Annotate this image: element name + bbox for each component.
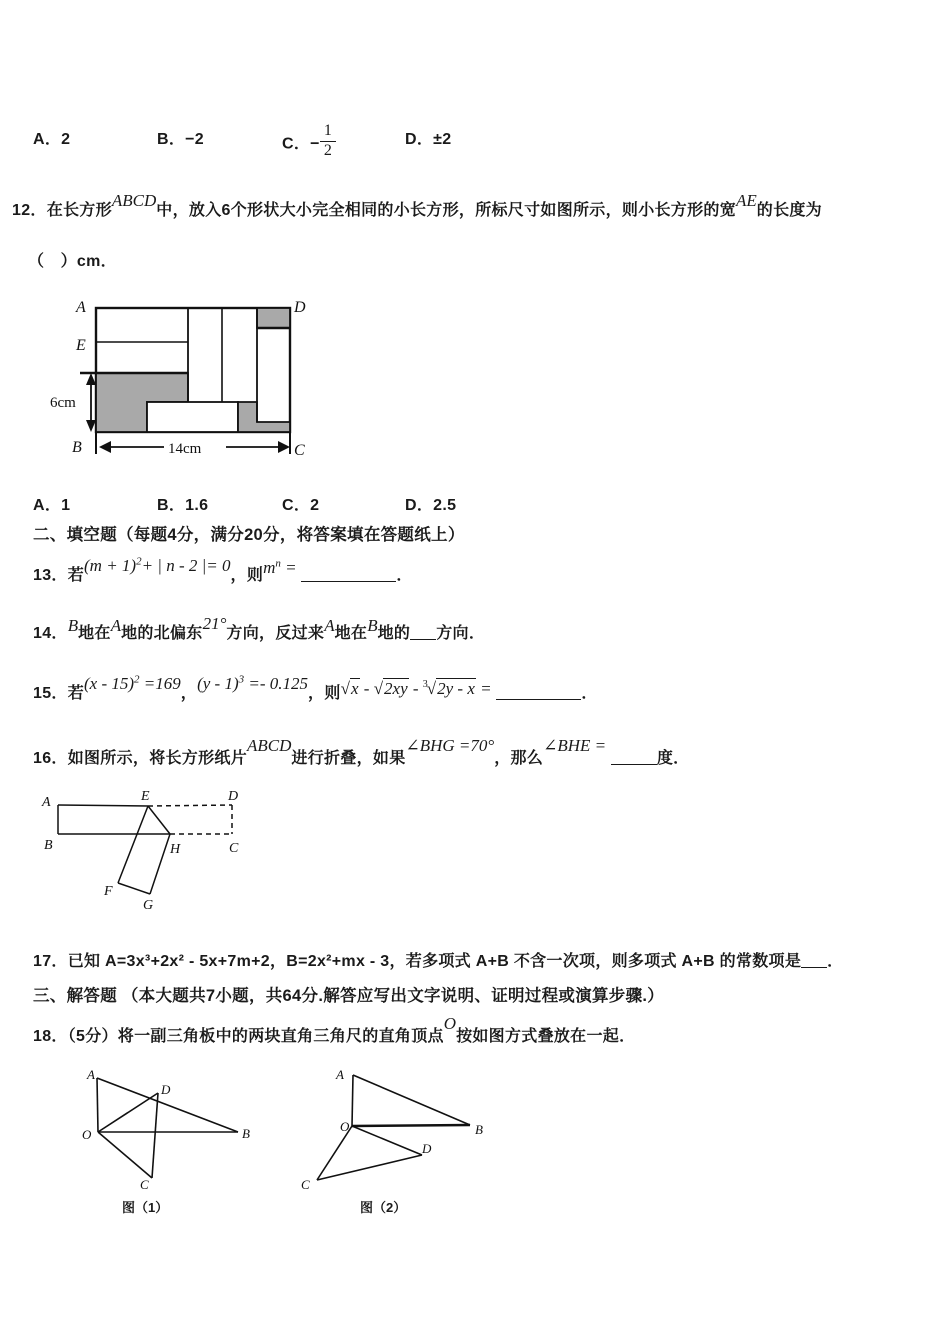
question-17 <box>33 948 843 971</box>
q14-t4: 地在 <box>334 625 368 642</box>
section-3-text: 三、解答题 （本大题共7小题，共64分.解答应写出文字说明、证明过程或演算步骤.） <box>33 987 665 1005</box>
fig16-dashed-original-edges <box>148 805 232 834</box>
q14-t2: 地的北偏东 <box>121 625 203 642</box>
fig18-1-label-c: C <box>140 1177 149 1192</box>
q17-period: ． <box>827 953 844 970</box>
question-13 <box>33 555 413 585</box>
fig12-label-d: D <box>294 299 306 316</box>
fig18-1-label-b: B <box>242 1126 250 1141</box>
q18-math-o: O <box>443 1014 457 1033</box>
fig12-dim-14cm: 14cm <box>168 441 202 457</box>
fig16-crease-eh <box>148 806 170 834</box>
fig18-1-caption <box>122 1197 168 1216</box>
fig16-edge-ae <box>58 805 148 806</box>
option-d: D．2.5 <box>405 497 457 514</box>
q15-formula-2: (y - 1)$^3$ =- 0.125 <box>197 673 308 693</box>
option-a: A．1 <box>33 497 71 514</box>
fig12-label-b: B <box>72 439 82 456</box>
fig12-rectangle-diagram <box>36 290 336 470</box>
fig12-label-a: A <box>76 299 86 316</box>
q14-math-21deg: 21° <box>202 614 227 633</box>
fig18-2-label-a: A <box>336 1067 344 1082</box>
fig18-2-label-b: B <box>475 1122 483 1137</box>
q12-math-abcd: ABCD <box>111 191 157 210</box>
fig16-label-c: C <box>229 841 239 856</box>
fig16-label-h: H <box>170 842 181 857</box>
question-18 <box>33 1014 636 1046</box>
fig18-2-line-cd <box>317 1155 422 1180</box>
option-b: B．−2 <box>157 131 204 148</box>
q13-formula: $(m + 1)^2+$ | n - 2 |= 0 <box>84 555 231 575</box>
fig18-2-caption-text: 图（2） <box>360 1200 407 1215</box>
q12-paren-text: （ ）cm． <box>28 253 117 270</box>
q17-answer-blank <box>801 952 827 968</box>
fig16-folded-rectangle-diagram <box>30 778 270 918</box>
fig18-2-caption <box>360 1197 406 1216</box>
fig18-2-triangles-diagram <box>291 1062 506 1212</box>
arrowhead-right <box>278 441 290 453</box>
fig18-1-label-a: A <box>87 1067 95 1082</box>
fig12-dim-6cm: 6cm <box>50 395 76 411</box>
q15-comma-1: ， <box>180 685 198 702</box>
q13-period: ． <box>396 567 413 584</box>
arrowhead-down <box>86 420 96 432</box>
q16-angle-bhe: ∠BHE = <box>543 736 607 755</box>
fig18-2-line-ao <box>352 1075 353 1126</box>
q16-answer-blank <box>611 749 657 765</box>
q14-math-b: B <box>67 616 79 635</box>
fig18-1-line-od <box>98 1093 158 1132</box>
fig12-drawing <box>80 308 290 454</box>
q15-comma-2: ， <box>308 685 325 702</box>
fraction-denominator: 2 <box>323 141 333 159</box>
fig12-gray-square-top-right <box>257 308 290 328</box>
q14-t5: 地的 <box>377 625 411 642</box>
option-a: A．2 <box>33 131 71 148</box>
section-2-header <box>33 521 465 545</box>
fig18-1-line-oa <box>97 1078 98 1132</box>
fig18-2-line-od <box>352 1126 422 1155</box>
fig16-label-b: B <box>44 838 53 853</box>
fig18-1-caption-text: 图（1） <box>122 1200 169 1215</box>
fig18-2-label-c: C <box>301 1177 310 1192</box>
q16-t2: ，那么 <box>494 750 544 767</box>
q14-t3: 方向，反过来 <box>226 625 325 642</box>
q12-math-ae: AE <box>736 191 757 210</box>
fig18-2-label-d: D <box>422 1141 432 1156</box>
fig18-2-line-oc <box>317 1126 352 1180</box>
q14-answer-blank <box>410 624 436 640</box>
fig18-1-label-d: D <box>161 1082 171 1097</box>
option-c: C．2 <box>282 497 320 514</box>
question-12 <box>12 191 822 220</box>
q12-answer-paren <box>28 248 117 271</box>
fig16-drawing <box>58 805 232 894</box>
fig16-label-a: A <box>42 795 51 810</box>
fig18-1-line-oc <box>98 1132 152 1178</box>
fig18-1-label-o: O <box>82 1127 92 1142</box>
fig16-flap-gh <box>150 834 170 894</box>
arrowhead-left <box>99 441 111 453</box>
question-16 <box>33 736 690 768</box>
q15-period: ． <box>581 685 598 702</box>
q13-mn-formula: $m^n$ = <box>263 557 297 577</box>
fig16-flap-fg <box>118 883 150 894</box>
section-3-header <box>33 982 664 1006</box>
fraction-numerator: 1 <box>320 123 336 142</box>
option-d: D．±2 <box>405 131 452 148</box>
q14-math-a: A <box>110 616 122 635</box>
fig12-white-bottom-rect <box>147 402 238 432</box>
q14-math-b2: B <box>367 616 378 635</box>
fig12-label-c: C <box>294 442 305 459</box>
q15-mid: 则 <box>324 685 341 702</box>
q18-tail: 按如图方式叠放在一起． <box>456 1028 636 1045</box>
fig18-2-line-ab <box>353 1075 470 1125</box>
q12-tail: 的长度为 <box>756 202 822 219</box>
fig16-label-f: F <box>104 884 113 899</box>
option-c-fraction <box>320 123 336 160</box>
q15-formula-1: (x - 15)$^2$ =169 <box>84 673 181 693</box>
fig16-dashed-ed <box>148 805 232 806</box>
q16-math-abcd: ABCD <box>247 736 292 755</box>
q13-lead: 13．若 <box>33 567 84 584</box>
fig16-label-e: E <box>141 789 150 804</box>
option-b: B．1.6 <box>157 497 209 514</box>
question-14 <box>33 614 486 643</box>
fig18-2-line-ob <box>352 1125 470 1126</box>
q14-math-a2: A <box>324 616 335 635</box>
option-c <box>282 122 336 163</box>
fig16-label-g: G <box>143 898 154 913</box>
q16-t3: 度． <box>656 750 690 767</box>
q15-radical-formula: √x - √2xy - $^3$√2y - x = <box>340 679 492 698</box>
q13-mid: ，则 <box>230 567 264 584</box>
q14-lead: 14． <box>33 625 68 642</box>
section-2-text: 二、填空题（每题4分，满分20分，将答案填在答题纸上） <box>33 526 465 544</box>
arrowhead-up <box>86 373 96 385</box>
q12-lead: 12．在长方形 <box>12 202 112 219</box>
question-15 <box>33 673 598 703</box>
q17-text: 17．已知 A=3x³+2x² - 5x+7m+2，B=2x²+mx - 3，若多项式 A+B 不含一次项，则多项式 A+B 的常数项是 <box>33 953 802 970</box>
q15-lead: 15．若 <box>33 685 84 702</box>
q14-t6: 方向． <box>436 625 486 642</box>
fig16-label-d: D <box>228 789 239 804</box>
fig18-1-line-dc <box>152 1093 158 1178</box>
q18-lead: 18．（5分）将一副三角板中的两块直角三角尺的直角顶点 <box>33 1028 444 1045</box>
fig16-flap-ef <box>118 806 148 883</box>
q16-t1: 进行折叠，如果 <box>291 750 406 767</box>
option-c-prefix: C．− <box>282 135 320 153</box>
q12-mid: 中，放入6个形状大小完全相同的小长方形，所标尺寸如图所示，则小长方形的宽 <box>156 202 736 219</box>
q15-answer-blank <box>496 684 581 700</box>
q16-lead: 16．如图所示，将长方形纸片 <box>33 750 247 767</box>
fig18-1-triangles-diagram <box>56 1062 271 1212</box>
fig12-label-e: E <box>76 337 86 354</box>
q14-t1: 地在 <box>78 625 111 642</box>
q16-angle-bhg: ∠BHG =70° <box>405 736 495 755</box>
fig18-2-label-o: O <box>340 1119 350 1134</box>
q13-answer-blank <box>301 566 396 582</box>
